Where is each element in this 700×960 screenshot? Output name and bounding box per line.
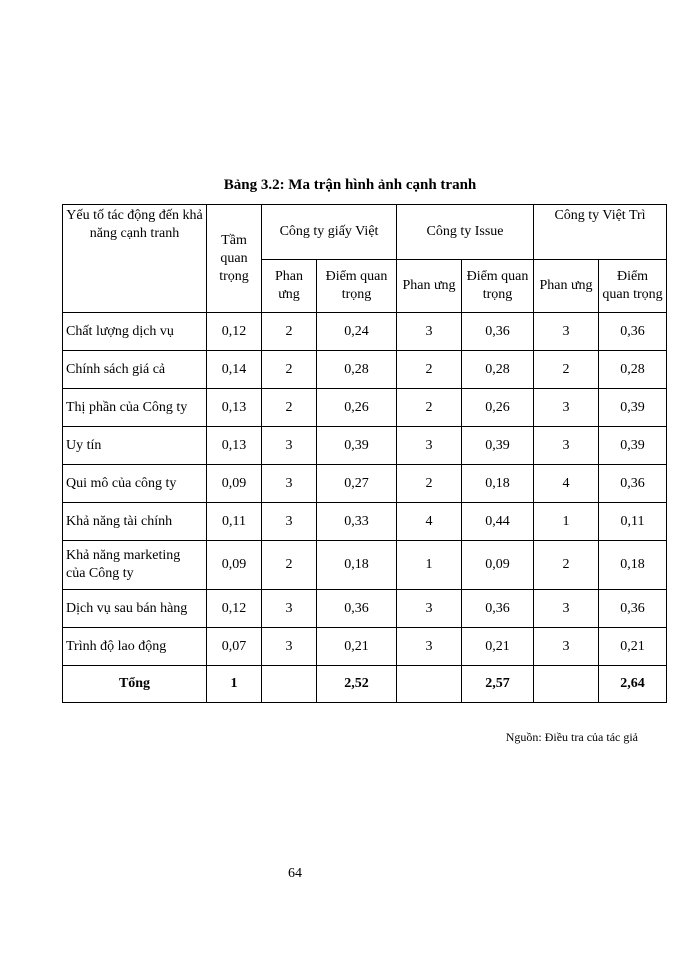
header-company-3: Công ty Việt Trì xyxy=(534,205,667,260)
weight-cell: 0,14 xyxy=(207,351,262,389)
weight-cell: 0,09 xyxy=(207,541,262,590)
table-row xyxy=(63,313,667,351)
value-cell: 0,36 xyxy=(462,313,534,351)
total-value xyxy=(534,666,599,703)
total-value: 2,57 xyxy=(462,666,534,703)
value-cell: 2 xyxy=(534,541,599,590)
value-cell: 0,21 xyxy=(317,628,397,666)
value-cell: 2 xyxy=(397,351,462,389)
value-cell: 0,39 xyxy=(462,427,534,465)
table-row xyxy=(63,427,667,465)
header-company-2: Công ty Issue xyxy=(397,205,534,260)
table-row xyxy=(63,465,667,503)
total-value xyxy=(397,666,462,703)
header-response: Phan ưng xyxy=(534,260,599,313)
total-label: Tổng xyxy=(63,666,207,703)
value-cell: 0,44 xyxy=(462,503,534,541)
value-cell: 2 xyxy=(262,313,317,351)
value-cell: 0,39 xyxy=(599,427,667,465)
value-cell: 3 xyxy=(534,389,599,427)
value-cell: 3 xyxy=(262,590,317,628)
total-row xyxy=(63,666,667,703)
header-score: Điểm quan trọng xyxy=(317,260,397,313)
value-cell: 0,18 xyxy=(317,541,397,590)
factor-name: Chính sách giá cả xyxy=(63,351,207,389)
weight-cell: 0,13 xyxy=(207,427,262,465)
factor-name: Khả năng tài chính xyxy=(63,503,207,541)
value-cell: 0,11 xyxy=(599,503,667,541)
weight-cell: 0,07 xyxy=(207,628,262,666)
value-cell: 3 xyxy=(262,628,317,666)
value-cell: 0,36 xyxy=(462,590,534,628)
weight-cell: 0,12 xyxy=(207,313,262,351)
value-cell: 3 xyxy=(534,628,599,666)
value-cell: 0,27 xyxy=(317,465,397,503)
header-response: Phan ưng xyxy=(397,260,462,313)
header-score: Điểm quan trọng xyxy=(462,260,534,313)
table-row xyxy=(63,590,667,628)
factor-name: Khả năng marketing của Công ty xyxy=(63,541,207,590)
header-response: Phan ưng xyxy=(262,260,317,313)
value-cell: 0,33 xyxy=(317,503,397,541)
value-cell: 3 xyxy=(262,503,317,541)
total-value: 2,52 xyxy=(317,666,397,703)
value-cell: 2 xyxy=(397,389,462,427)
value-cell: 0,28 xyxy=(599,351,667,389)
value-cell: 3 xyxy=(262,465,317,503)
value-cell: 3 xyxy=(534,313,599,351)
value-cell: 3 xyxy=(397,590,462,628)
value-cell: 0,39 xyxy=(599,389,667,427)
value-cell: 0,39 xyxy=(317,427,397,465)
page-number: 64 xyxy=(288,866,302,881)
value-cell: 1 xyxy=(397,541,462,590)
value-cell: 0,36 xyxy=(317,590,397,628)
weight-cell: 0,09 xyxy=(207,465,262,503)
source-note: Nguồn: Điều tra của tác giả xyxy=(505,730,638,744)
table-row xyxy=(63,628,667,666)
competitive-image-matrix xyxy=(62,204,667,703)
total-weight: 1 xyxy=(207,666,262,703)
factor-name: Chất lượng dịch vụ xyxy=(63,313,207,351)
value-cell: 4 xyxy=(397,503,462,541)
value-cell: 0,36 xyxy=(599,465,667,503)
factor-name: Uy tín xyxy=(63,427,207,465)
header-weight: Tầm quan trọng xyxy=(207,205,262,313)
total-value: 2,64 xyxy=(599,666,667,703)
table-row xyxy=(63,389,667,427)
value-cell: 0,28 xyxy=(462,351,534,389)
value-cell: 3 xyxy=(534,427,599,465)
value-cell: 2 xyxy=(534,351,599,389)
value-cell: 3 xyxy=(397,313,462,351)
factor-name: Thị phần của Công ty xyxy=(63,389,207,427)
header-factor: Yếu tố tác động đến khả năng cạnh tranh xyxy=(63,205,207,313)
value-cell: 2 xyxy=(262,351,317,389)
value-cell: 0,21 xyxy=(462,628,534,666)
weight-cell: 0,12 xyxy=(207,590,262,628)
factor-name: Dịch vụ sau bán hàng xyxy=(63,590,207,628)
table-row xyxy=(63,503,667,541)
value-cell: 3 xyxy=(397,628,462,666)
value-cell: 3 xyxy=(397,427,462,465)
factor-name: Trình độ lao động xyxy=(63,628,207,666)
value-cell: 4 xyxy=(534,465,599,503)
value-cell: 1 xyxy=(534,503,599,541)
value-cell: 3 xyxy=(534,590,599,628)
factor-name: Qui mô của công ty xyxy=(63,465,207,503)
weight-cell: 0,13 xyxy=(207,389,262,427)
value-cell: 2 xyxy=(262,541,317,590)
total-value xyxy=(262,666,317,703)
value-cell: 2 xyxy=(397,465,462,503)
value-cell: 0,28 xyxy=(317,351,397,389)
header-score: Điểm quan trọng xyxy=(599,260,667,313)
value-cell: 3 xyxy=(262,427,317,465)
value-cell: 0,36 xyxy=(599,590,667,628)
value-cell: 0,09 xyxy=(462,541,534,590)
value-cell: 0,18 xyxy=(599,541,667,590)
weight-cell: 0,11 xyxy=(207,503,262,541)
header-company-1: Công ty giấy Việt xyxy=(262,205,397,260)
value-cell: 2 xyxy=(262,389,317,427)
value-cell: 0,24 xyxy=(317,313,397,351)
value-cell: 0,26 xyxy=(462,389,534,427)
table-caption: Bảng 3.2: Ma trận hình ảnh cạnh tranh xyxy=(223,177,477,193)
table-row xyxy=(63,541,667,590)
value-cell: 0,21 xyxy=(599,628,667,666)
value-cell: 0,18 xyxy=(462,465,534,503)
value-cell: 0,26 xyxy=(317,389,397,427)
table-row xyxy=(63,351,667,389)
value-cell: 0,36 xyxy=(599,313,667,351)
